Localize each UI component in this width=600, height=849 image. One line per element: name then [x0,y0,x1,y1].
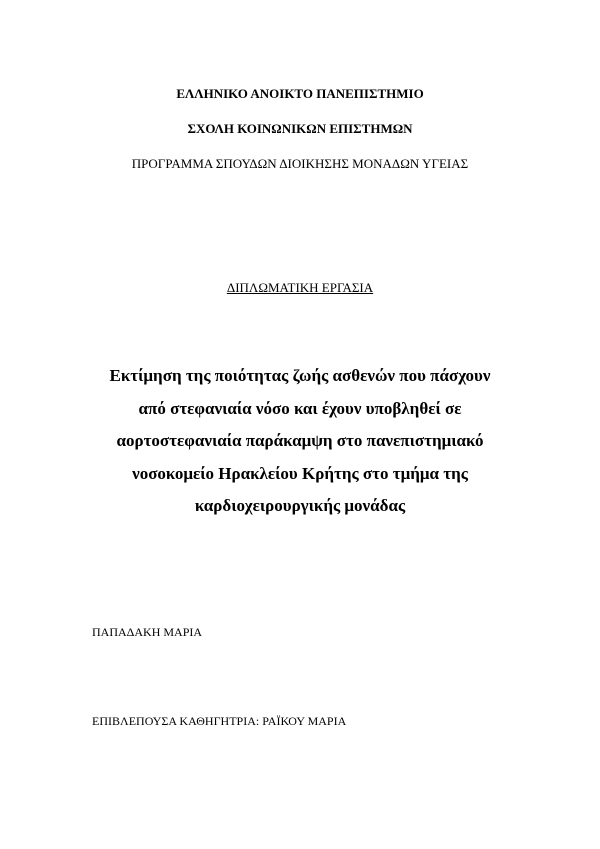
supervisor-name: ΕΠΙΒΛΕΠΟΥΣΑ ΚΑΘΗΓΗΤΡΙΑ: ΡΑΪΚΟΥ ΜΑΡΙΑ [92,714,347,728]
thesis-title [0,360,600,523]
author-name: ΠΑΠΑΔΑΚΗ ΜΑΡΙΑ [92,625,203,639]
thesis-title-line: καρδιοχειρουργικής μονάδας [194,496,406,515]
program-name: ΠΡΟΓΡΑΜΜΑ ΣΠΟΥΔΩΝ ΔΙΟΙΚΗΣΗΣ ΜΟΝΑΔΩΝ ΥΓΕΙΑΣ [131,156,469,171]
school-name: ΣΧΟΛΗ ΚΟΙΝΩΝΙΚΩΝ ΕΠΙΣΤΗΜΩΝ [187,121,413,136]
thesis-title-line: νοσοκομείο Ηρακλείου Κρήτης στο τμήμα της [132,463,468,483]
thesis-title-line: αορτοστεφανιαία παράκαμψη στο πανεπιστημιακό [116,431,484,450]
document-type: ΔΙΠΛΩΜΑΤΙΚΗ ΕΡΓΑΣΙΑ [226,280,374,295]
thesis-title-line: από στεφανιαία νόσο και έχουν υποβληθεί σε [138,398,462,418]
thesis-title-line: Εκτίμηση της ποιότητας ζωής ασθενών που πάσχουν [109,366,491,385]
university-name: ΕΛΛΗΝΙΚΟ ΑΝΟΙΚΤΟ ΠΑΝΕΠΙΣΤΗΜΙΟ [176,86,424,101]
